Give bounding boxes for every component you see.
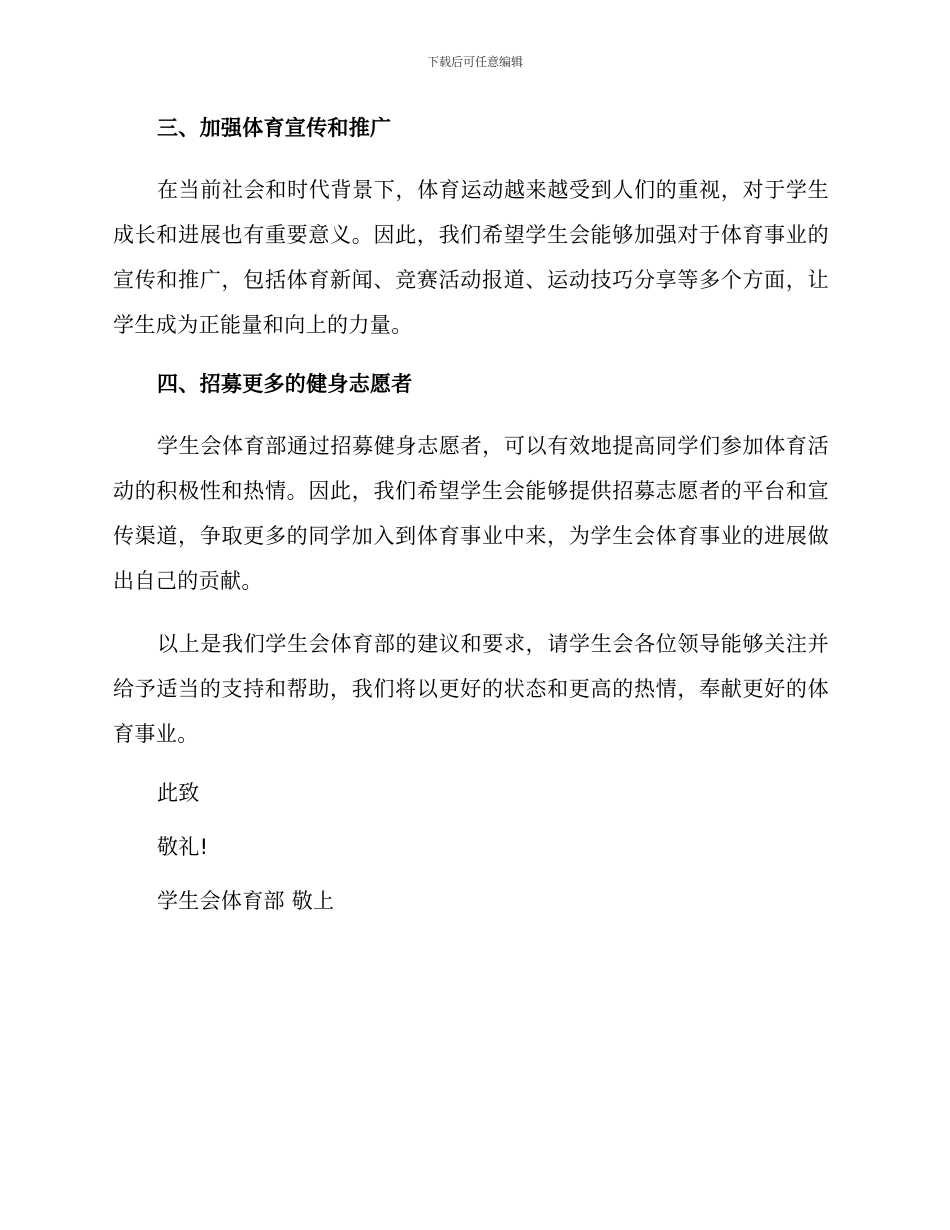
section-3-paragraph: 在当前社会和时代背景下，体育运动越来越受到人们的重视，对于学生成长和进展也有重要意义。因此，我们希望学生会能够加强对于体育事业的宣传和推广，包括体育新闻、竞赛活动报道、运动技巧分享等多个方面，让学生成为正能量和向上的力量。: [113, 178, 829, 337]
section-4-paragraph: 学生会体育部通过招募健身志愿者，可以有效地提高同学们参加体育活动的积极性和热情。因此，我们希望学生会能够提供招募志愿者的平台和宣传渠道，争取更多的同学加入到体育事业中来，为学生会体育事业的进展做出自己的贡献。: [113, 434, 829, 593]
closing-paragraph: 以上是我们学生会体育部的建议和要求，请学生会各位领导能够关注并给予适当的支持和帮助，我们将以更好的状态和更高的热情，奉献更好的体育事业。: [113, 632, 829, 746]
signature: 学生会体育部 敬上: [157, 889, 335, 913]
page-header: 下载后可任意编辑: [426, 55, 523, 69]
salutation: 此致: [157, 781, 200, 805]
document-body: [113, 110, 829, 937]
section-3-heading: 三、加强体育宣传和推广: [157, 116, 392, 140]
section-4-heading: 四、招募更多的健身志愿者: [157, 372, 413, 396]
regards: 敬礼!: [157, 835, 209, 859]
